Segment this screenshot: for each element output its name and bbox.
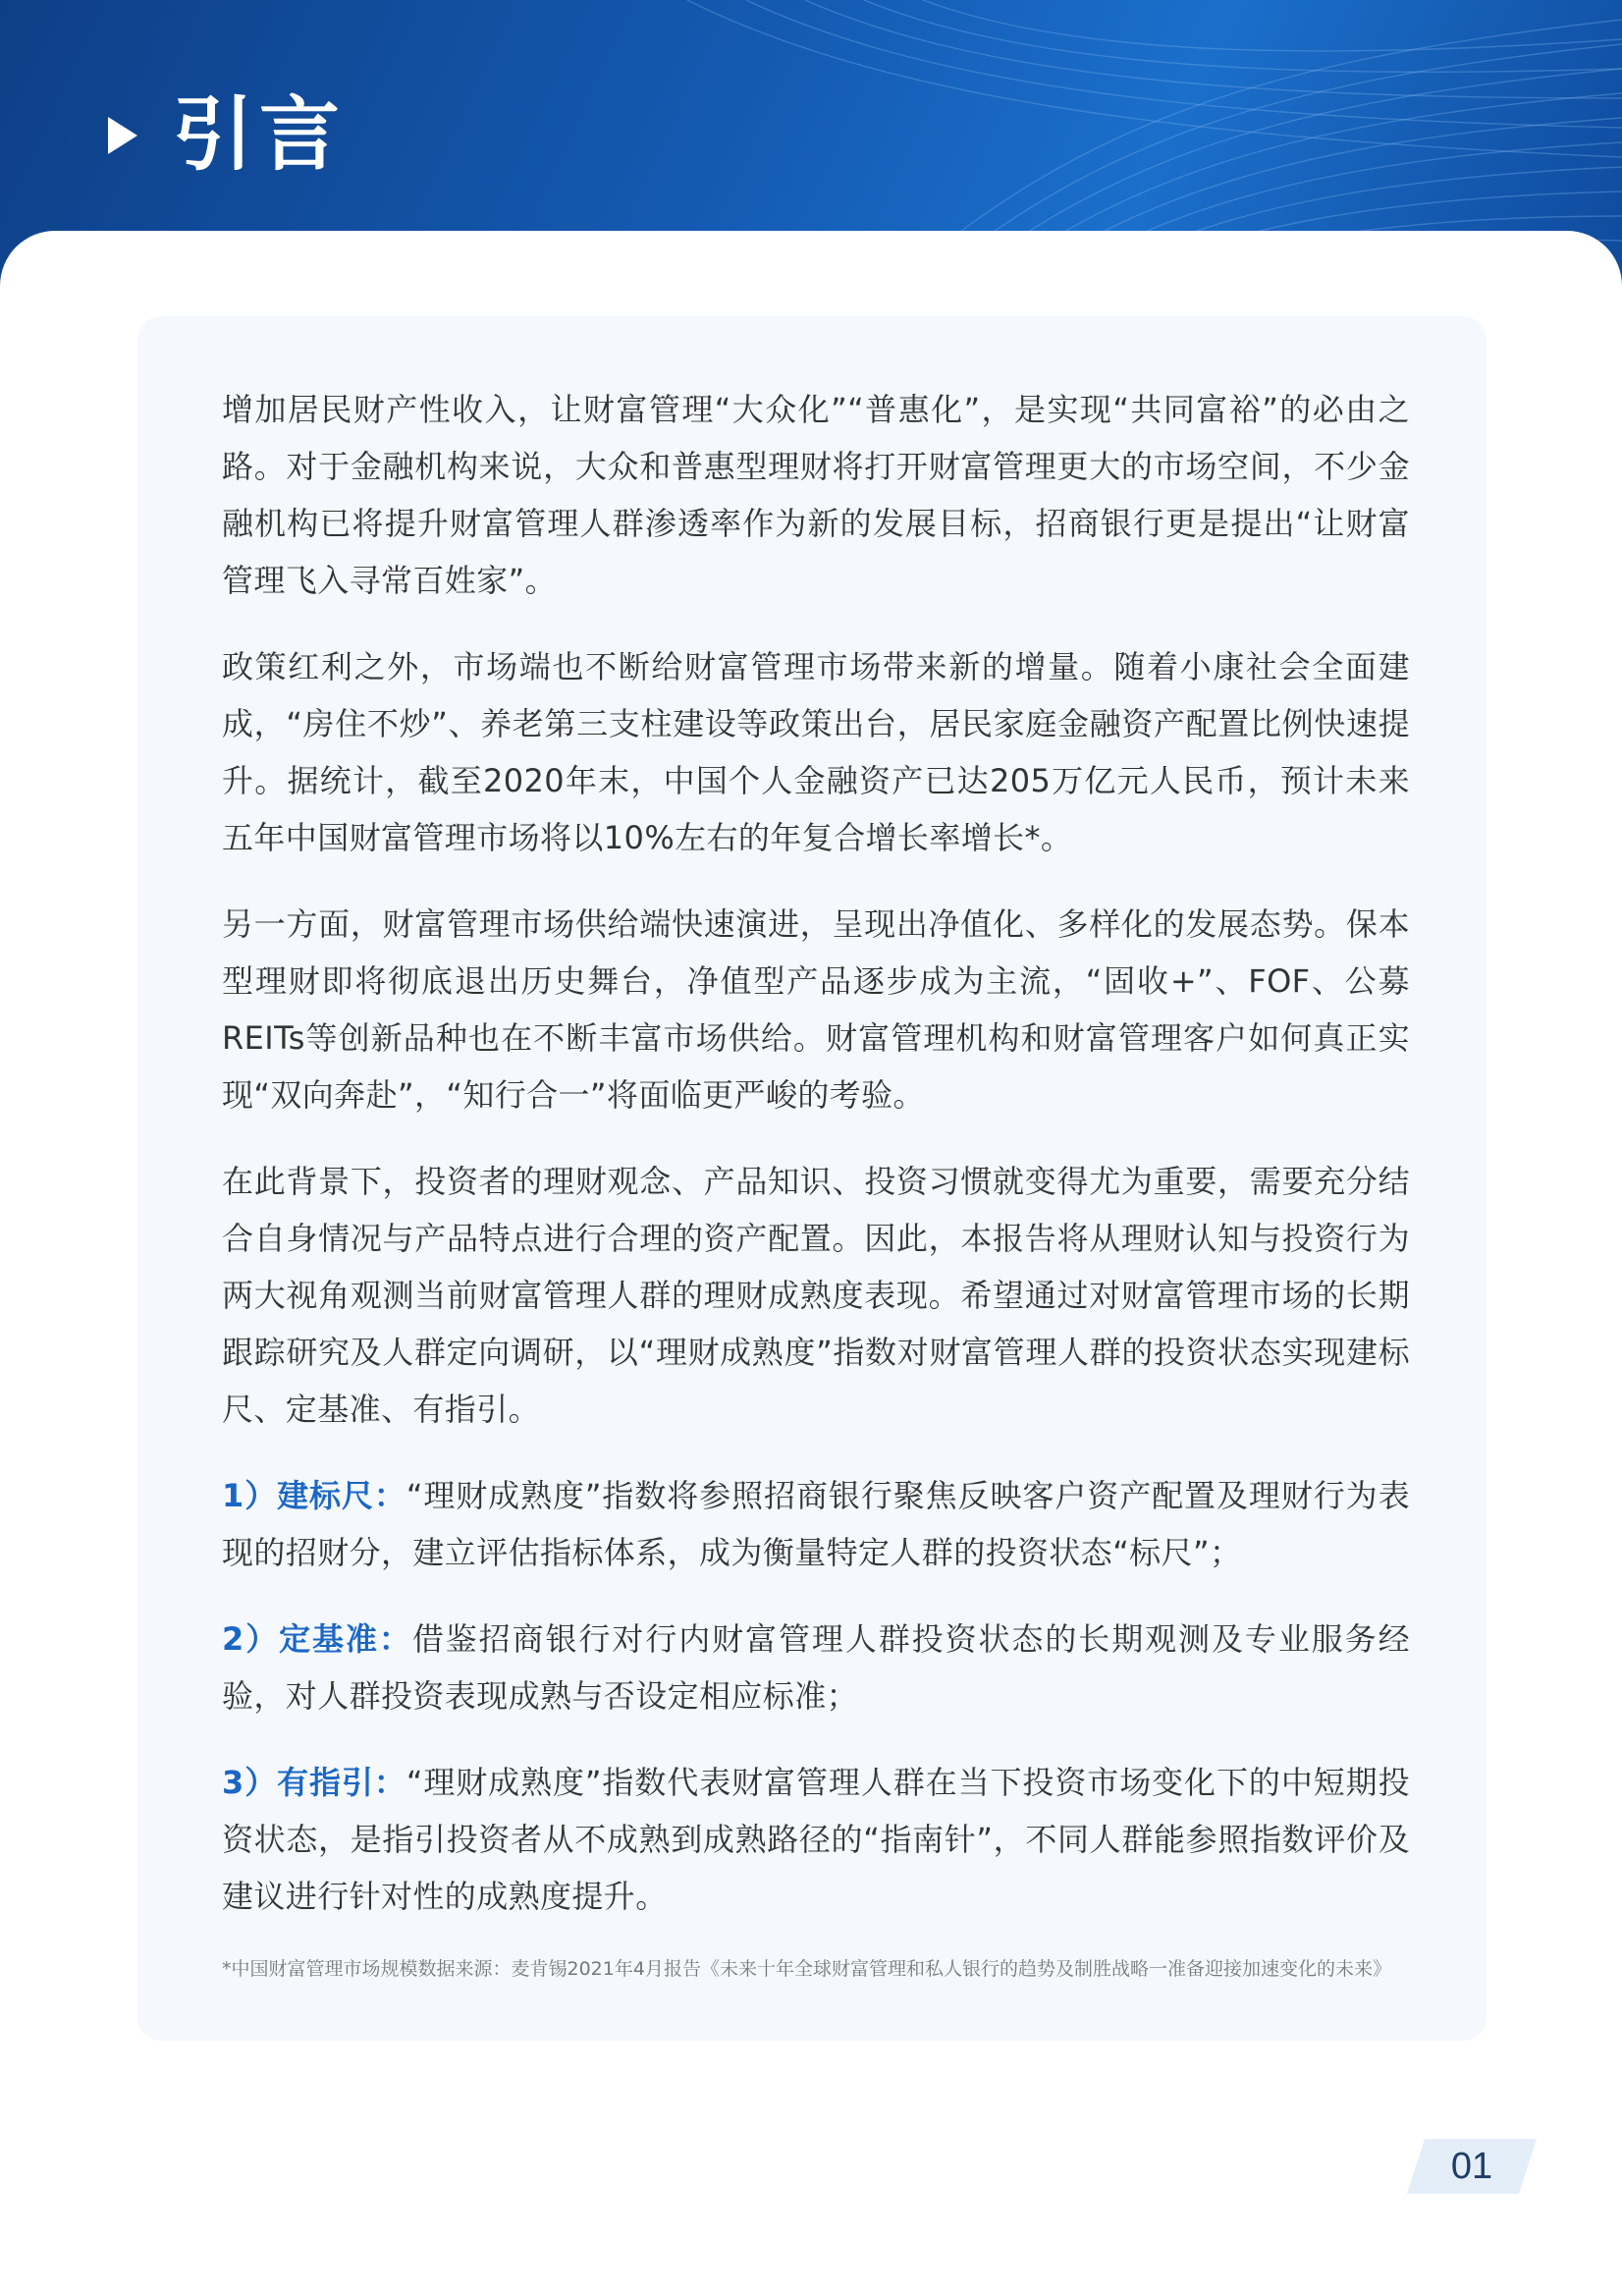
list-item [222, 1467, 1410, 1581]
list-item-text: 借鉴招商银行对行内财富管理人群投资状态的长期观测及专业服务经验，对人群投资表现成熟与否设定相应标准； [222, 1620, 1410, 1715]
content-body [222, 381, 1410, 1984]
list-item-text: “理财成熟度”指数将参照招商银行聚焦反映客户资产配置及理财行为表现的招财分，建立评估指标体系，成为衡量特定人群的投资状态“标尺”； [222, 1477, 1410, 1571]
footnote: *中国财富管理市场规模数据来源：麦肯锡2021年4月报告《未来十年全球财富管理和私人银行的趋势及制胜战略一准备迎接加速变化的未来》 [222, 1958, 1391, 1980]
intro-paragraph-3: 另一方面，财富管理市场供给端快速演进，呈现出净值化、多样化的发展态势。保本型理财即将彻底退出历史舞台，净值型产品逐步成为主流，“固收+”、FOF、公募REITs等创新品种也在不断丰富市场供给。财富管理机构和财富管理客户如何真正实现“双向奔赴”，“知行合一”将面临更严峻的考验。 [222, 905, 1410, 1114]
play-arrow-icon [108, 117, 137, 154]
list-item-text: “理财成熟度”指数代表财富管理人群在当下投资市场变化下的中短期投资状态，是指引投资者从不成熟到成熟路径的“指南针”，不同人群能参照指数评价及建议进行针对性的成熟度提升。 [222, 1764, 1410, 1915]
page-number-badge [1416, 2139, 1528, 2194]
list-item [222, 1754, 1410, 1925]
intro-paragraph-1: 增加居民财产性收入，让财富管理“大众化”“普惠化”，是实现“共同富裕”的必由之路。对于金融机构来说，大众和普惠型理财将打开财富管理更大的市场空间，不少金融机构已将提升财富管理人群渗透率作为新的发展目标，招商银行更是提出“让财富管理飞入寻常百姓家”。 [222, 391, 1410, 599]
list-item-label: 2）定基准： [222, 1620, 412, 1658]
list-item-label: 3）有指引： [222, 1764, 406, 1801]
intro-paragraph-2: 政策红利之外，市场端也不断给财富管理市场带来新的增量。随着小康社会全面建成，“房住不炒”、养老第三支柱建设等政策出台，居民家庭金融资产配置比例快速提升。据统计，截至2020年末，中国个人金融资产已达205万亿元人民币，预计未来五年中国财富管理市场将以10%左右的年复合增长率增长*。 [222, 648, 1410, 856]
intro-paragraph-4: 在此背景下，投资者的理财观念、产品知识、投资习惯就变得尤为重要，需要充分结合自身情况与产品特点进行合理的资产配置。因此，本报告将从理财认知与投资行为两大视角观测当前财富管理人群的理财成熟度表现。希望通过对财富管理市场的长期跟踪研究及人群定向调研，以“理财成熟度”指数对财富管理人群的投资状态实现建标尺、定基准、有指引。 [222, 1163, 1410, 1428]
page-title-group [108, 86, 346, 185]
page-title: 引言 [173, 88, 347, 182]
page-number: 01 [1450, 2146, 1493, 2187]
list-item [222, 1611, 1410, 1724]
list-item-label: 1）建标尺： [222, 1477, 406, 1514]
